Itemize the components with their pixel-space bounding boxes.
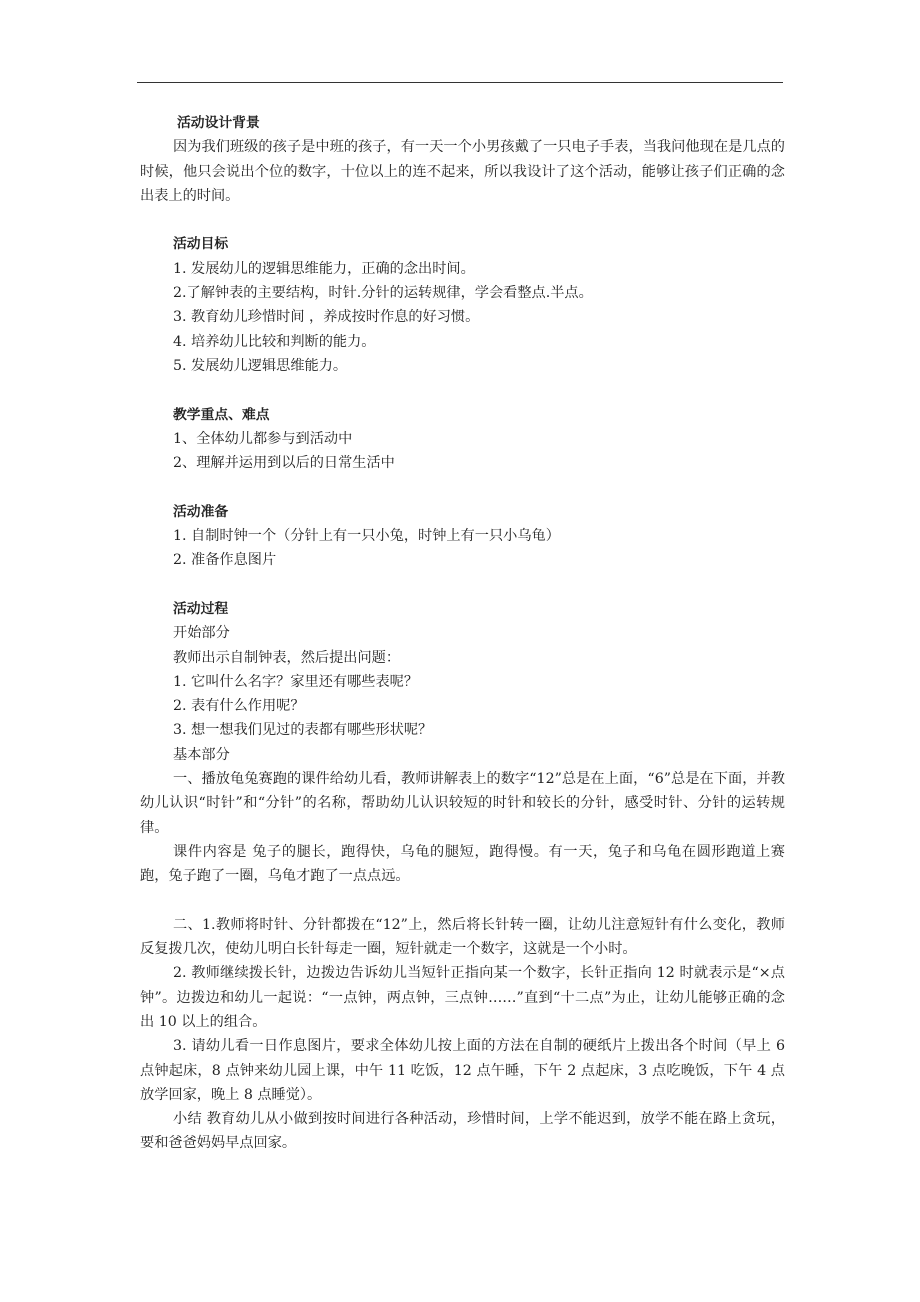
goal-item: 1. 发展幼儿的逻辑思维能力，正确的念出时间。 bbox=[173, 260, 475, 277]
process-heading: 活动过程 bbox=[173, 600, 229, 617]
process-line: 3. 想一想我们见过的表都有哪些形状呢？ bbox=[173, 722, 433, 739]
prep-item: 2. 准备作息图片 bbox=[173, 552, 277, 569]
process-paragraph: 3. 请幼儿看一日作息图片，要求全体幼儿按上面的方法在自制的硬纸片上拨出各个时间（早上 6 点钟起床，8 点钟来幼儿园上课，中午 11 吃饭，12 点午睡，下午 2 点起床，3 点吃晚饭，下午 4 点放学回家，晚上 8 点睡觉）。 bbox=[140, 1038, 785, 1103]
spacer bbox=[140, 208, 785, 232]
goals-heading: 活动目标 bbox=[173, 236, 229, 253]
prep-item: 1. 自制时钟一个（分针上有一只小兔，时钟上有一只小乌龟） bbox=[173, 528, 560, 545]
process-paragraph: 课件内容是 兔子的腿长，跑得快，乌龟的腿短，跑得慢。有一天，兔子和乌龟在圆形跑道上赛跑，兔子跑了一圈，乌龟才跑了一点点远。 bbox=[140, 843, 785, 885]
spacer bbox=[140, 573, 785, 597]
process-paragraph: 2. 教师继续拨长针，边拨边告诉幼儿当短针正指向某一个数字，长针正指向 12 时就表示是“×点钟”。边拨边和幼儿一起说：“一点钟，两点钟，三点钟……”直到“十二点”为止，让幼儿能够正确的念出 10 以上的组合。 bbox=[140, 965, 785, 1030]
process-line: 2. 表有什么作用呢？ bbox=[173, 698, 305, 715]
background-paragraph: 因为我们班级的孩子是中班的孩子，有一天一个小男孩戴了一只电子手表，当我问他现在是几点的时候，他只会说出个位的数字，十位以上的连不起来，所以我设计了这个活动，能够让孩子们正确的念出表上的时间。 bbox=[140, 139, 785, 204]
goal-item: 2.了解钟表的主要结构，时针.分针的运转规律，学会看整点.半点。 bbox=[173, 285, 593, 302]
goal-item: 4. 培养幼儿比较和判断的能力。 bbox=[173, 333, 376, 350]
process-line: 1. 它叫什么名字？家里还有哪些表呢？ bbox=[173, 673, 419, 690]
keypoints-heading: 教学重点、难点 bbox=[173, 406, 270, 423]
goal-item: 5. 发展幼儿逻辑思维能力。 bbox=[173, 357, 348, 374]
document-body bbox=[140, 111, 785, 1156]
prep-heading: 活动准备 bbox=[173, 503, 229, 520]
process-paragraph: 二、1.教师将时针、分针都拨在“12”上，然后将长针转一圈，让幼儿注意短针有什么变化，教师反复拨几次，使幼儿明白长针每走一圈，短针就走一个数字，这就是一个小时。 bbox=[140, 916, 785, 958]
background-heading: 活动设计背景 bbox=[177, 115, 260, 131]
process-line: 基本部分 bbox=[173, 746, 230, 763]
process-paragraph: 一、播放龟兔赛跑的课件给幼儿看，教师讲解表上的数字“12”总是在上面，“6”总是在下面，并教幼儿认识“时针”和“分针”的名称，帮助幼儿认识较短的时针和较长的分针，感受时针、分针的运转规律。 bbox=[140, 771, 785, 836]
process-line: 开始部分 bbox=[173, 625, 230, 642]
header-rule bbox=[137, 82, 783, 83]
spacer bbox=[140, 889, 785, 913]
spacer bbox=[140, 475, 785, 499]
summary-paragraph: 小结 教育幼儿从小做到按时间进行各种活动，珍惜时间，上学不能迟到，放学不能在路上贪玩，要和爸爸妈妈早点回家。 bbox=[140, 1111, 785, 1152]
keypoint-item: 2、理解并运用到以后的日常生活中 bbox=[173, 455, 395, 472]
goal-item: 3. 教育幼儿珍惜时间 ，养成按时作息的好习惯。 bbox=[173, 309, 480, 326]
process-line: 教师出示自制钟表，然后提出问题： bbox=[173, 649, 401, 666]
spacer bbox=[140, 378, 785, 402]
keypoint-item: 1、全体幼儿都参与到活动中 bbox=[173, 430, 353, 447]
